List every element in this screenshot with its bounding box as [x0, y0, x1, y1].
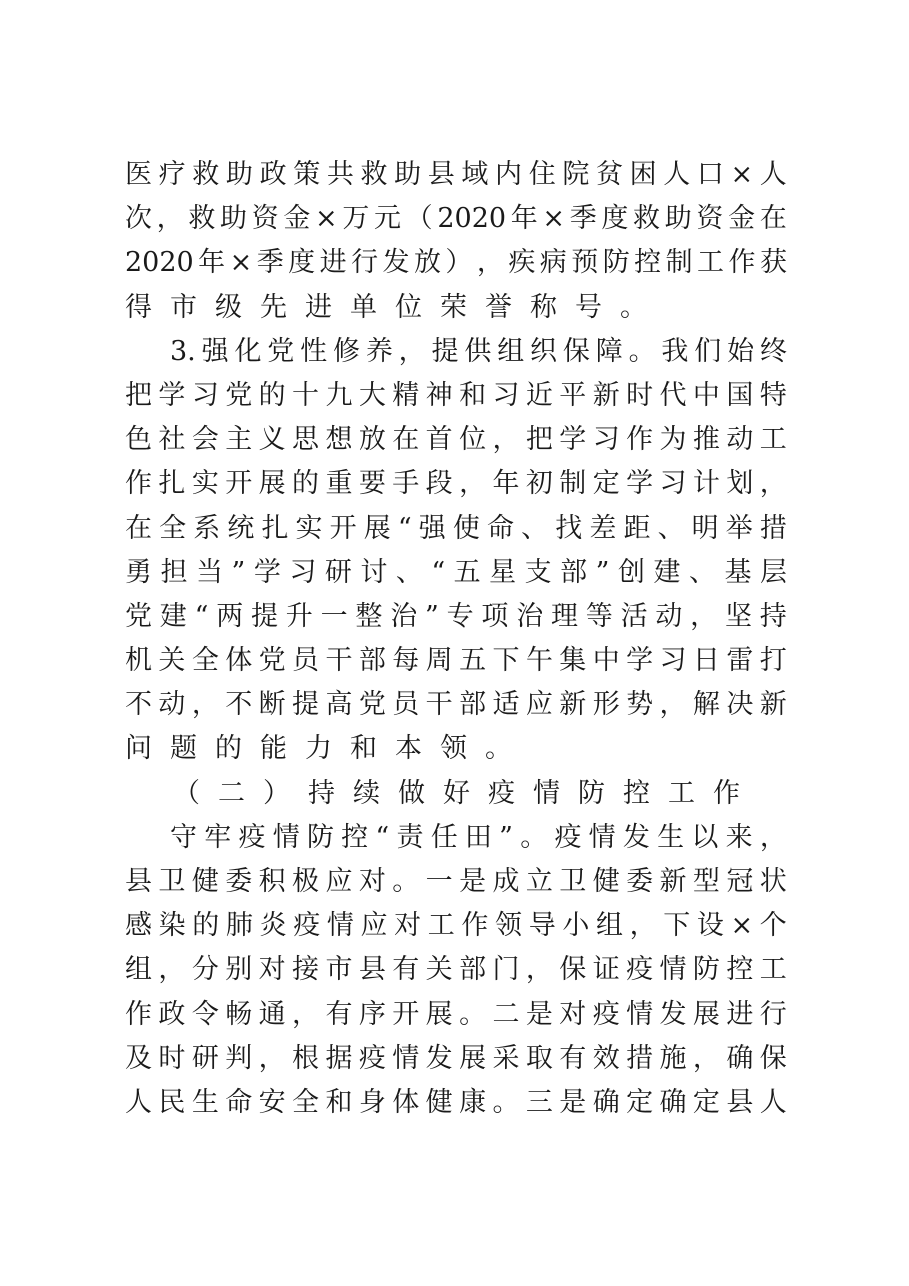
- text-line: 感 染 的 肺 炎 疫 情 应 对 工 作 领 导 小 组 ， 下 设 × 个: [125, 910, 787, 942]
- text-line: 次 ， 救 助 资 金 × 万 元 （ 2020 年 × 季 度 救 助 资 金 在: [125, 203, 787, 235]
- text-line: 机 关 全 体 党 员 干 部 每 周 五 下 午 集 中 学 习 日 雷 打: [125, 645, 787, 677]
- document-body: [125, 153, 787, 1125]
- text-line: （ 二 ） 持 续 做 好 疫 情 防 控 工 作: [173, 777, 740, 809]
- text-line: 得 市 级 先 进 单 位 荣 誉 称 号 。: [125, 291, 647, 323]
- text-line: 3. 强 化 党 性 修 养 ， 提 供 组 织 保 障 。 我 们 始 终: [170, 335, 787, 367]
- text-line: 作 扎 实 开 展 的 重 要 手 段 ， 年 初 制 定 学 习 计 划 ，: [125, 468, 787, 500]
- text-line: 不 动 ， 不 断 提 高 党 员 干 部 适 应 新 形 势 ， 解 决 新: [125, 689, 787, 721]
- text-line: 把 学 习 党 的 十 九 大 精 神 和 习 近 平 新 时 代 中 国 特: [125, 379, 787, 411]
- text-line: 作 政 令 畅 通 ， 有 序 开 展 。 二 是 对 疫 情 发 展 进 行: [125, 998, 787, 1030]
- text-line: 2020 年 × 季 度 进 行 发 放 ） ， 疾 病 预 防 控 制 工 作 获: [125, 247, 787, 279]
- text-line: 县 卫 健 委 积 极 应 对 。 一 是 成 立 卫 健 委 新 型 冠 状: [125, 866, 787, 897]
- text-line: 色 社 会 主 义 思 想 放 在 首 位 ， 把 学 习 作 为 推 动 工: [125, 424, 787, 456]
- text-line: 在 全 系 统 扎 实 开 展 “ 强 使 命 、 找 差 距 、 明 举 措: [125, 512, 787, 544]
- text-line: 医 疗 救 助 政 策 共 救 助 县 域 内 住 院 贫 困 人 口 × 人: [125, 159, 787, 190]
- text-line: 问 题 的 能 力 和 本 领 。: [125, 733, 512, 765]
- text-line: 守 牢 疫 情 防 控 “ 责 任 田 ” 。 疫 情 发 生 以 来 ，: [170, 821, 787, 853]
- text-line: 人 民 生 命 安 全 和 身 体 健 康 。 三 是 确 定 确 定 县 人: [125, 1086, 787, 1118]
- text-line: 及 时 研 判 ， 根 据 疫 情 发 展 采 取 有 效 措 施 ， 确 保: [125, 1042, 787, 1074]
- text-line: 党 建 “ 两 提 升 一 整 治 ” 专 项 治 理 等 活 动 ， 坚 持: [125, 600, 787, 632]
- text-line: 勇 担 当 ” 学 习 研 讨 、 “ 五 星 支 部 ” 创 建 、 基 层: [125, 556, 787, 588]
- text-line: 组 ， 分 别 对 接 市 县 有 关 部 门 ， 保 证 疫 情 防 控 工: [125, 954, 787, 986]
